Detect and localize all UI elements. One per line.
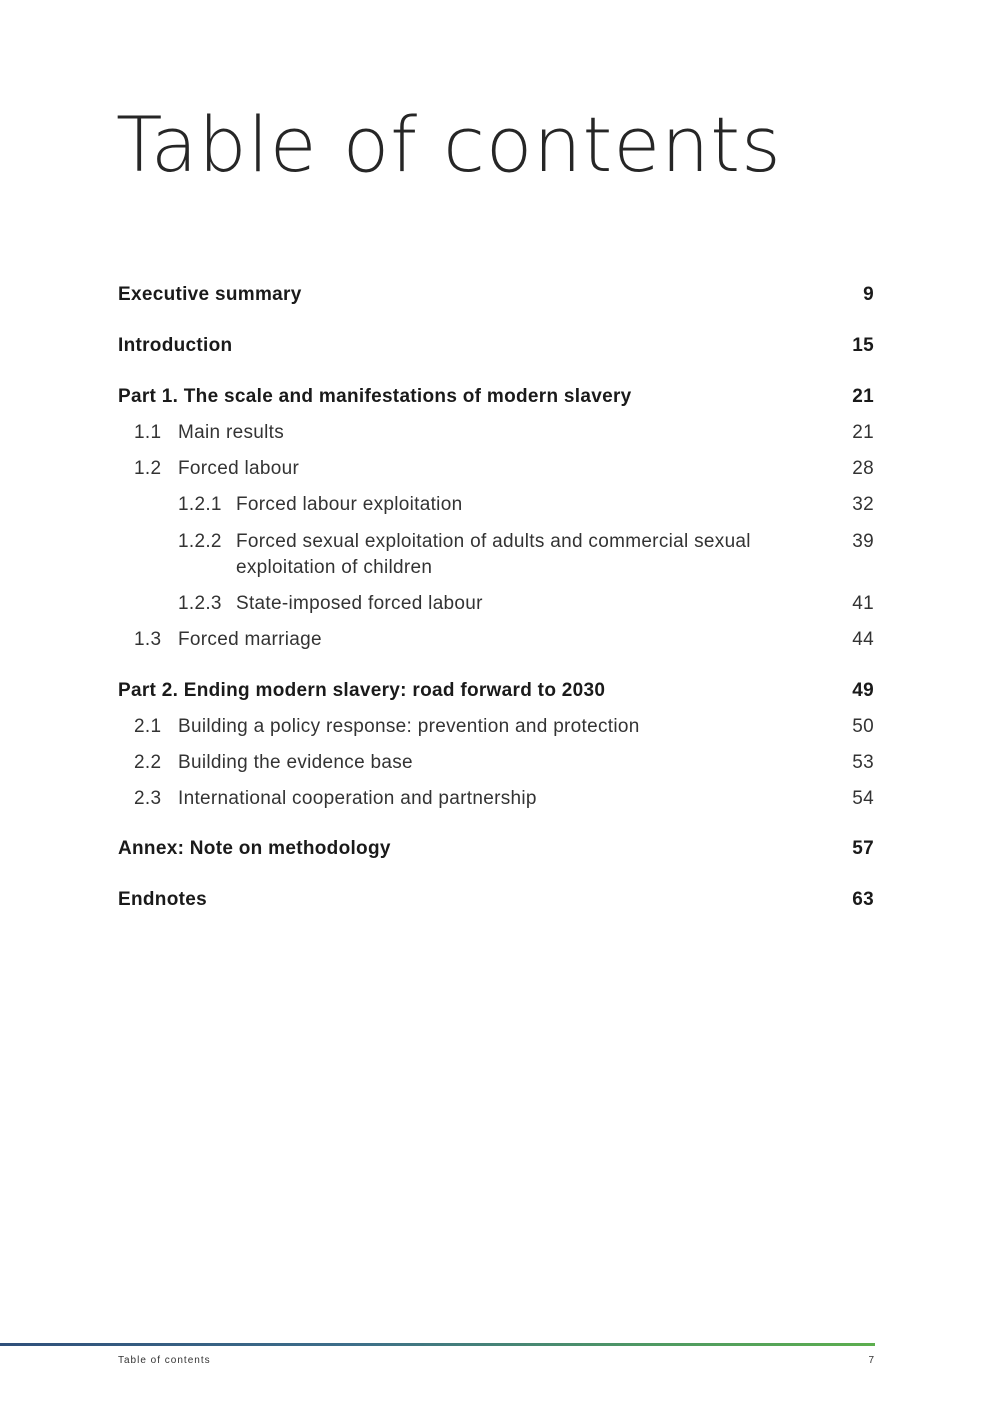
toc-section[interactable]: [118, 333, 874, 359]
toc-entry-number: 1.2.3: [178, 593, 222, 614]
toc-subsection[interactable]: [118, 529, 874, 581]
toc-entry-number: 1.2.1: [178, 494, 222, 515]
toc-entry-label: Endnotes: [118, 889, 207, 910]
toc-entry-page: 50: [852, 716, 874, 737]
toc-subsection[interactable]: [118, 456, 874, 482]
footer-section-label: Table of contents: [118, 1355, 211, 1366]
footer-page-number: 7: [868, 1355, 874, 1366]
toc-subsection[interactable]: [118, 714, 874, 740]
toc-entry-label: Forced sexual exploitation of adults and commercial sexual exploitation of children: [236, 531, 751, 578]
toc-section[interactable]: [118, 836, 874, 862]
toc-entry-page: 57: [852, 838, 874, 859]
toc-subsection[interactable]: [118, 492, 874, 518]
toc-entry-label: International cooperation and partnership: [178, 788, 537, 809]
toc-entry-page: 15: [852, 335, 874, 356]
toc-entry-page: 63: [852, 889, 874, 910]
toc-entry-label: Building a policy response: prevention and protection: [178, 716, 640, 737]
toc-entry-label: Annex: Note on methodology: [118, 838, 391, 859]
toc-entry-label: Introduction: [118, 335, 233, 356]
footer-divider: [0, 1343, 875, 1346]
toc-entry-label: Forced marriage: [178, 629, 322, 650]
toc-entry-number: 1.3: [134, 629, 162, 650]
toc-subsection[interactable]: [118, 786, 874, 812]
toc-entry-page: 28: [852, 458, 874, 479]
toc-section[interactable]: [118, 887, 874, 913]
toc-entry-page: 41: [852, 593, 874, 614]
toc-section[interactable]: [118, 282, 874, 308]
toc-entry-number: 2.3: [134, 788, 162, 809]
toc-entry-number: 1.1: [134, 422, 162, 443]
toc-entry-number: 1.2: [134, 458, 162, 479]
toc-entry-page: 9: [863, 284, 874, 305]
toc-entry-page: 53: [852, 752, 874, 773]
toc-entry-label: Executive summary: [118, 284, 302, 305]
toc-entry-label: Main results: [178, 422, 285, 443]
toc-entry-page: 39: [852, 531, 874, 552]
toc-subsection[interactable]: [118, 750, 874, 776]
toc-entry-label: Forced labour: [178, 458, 300, 479]
toc-entry-number: 1.2.2: [178, 531, 222, 552]
toc-entry-label: State-imposed forced labour: [236, 593, 483, 614]
toc-entry-label: Forced labour exploitation: [236, 494, 463, 515]
toc-section[interactable]: [118, 678, 874, 704]
toc-entry-label: Part 2. Ending modern slavery: road forward to 2030: [118, 680, 606, 701]
toc-subsection[interactable]: [118, 627, 874, 653]
toc-entry-label: Building the evidence base: [178, 752, 413, 773]
toc-entry-label: Part 1. The scale and manifestations of modern slavery: [118, 386, 632, 407]
page-title: Table of contents: [116, 100, 782, 189]
toc-entry-page: 44: [852, 629, 874, 650]
toc-subsection[interactable]: [118, 420, 874, 446]
toc-entry-page: 54: [852, 788, 874, 809]
toc-section[interactable]: [118, 384, 874, 410]
toc-entry-number: 2.1: [134, 716, 162, 737]
toc-subsection[interactable]: [118, 591, 874, 617]
toc-entry-page: 49: [852, 680, 874, 701]
toc-entry-page: 32: [852, 494, 874, 515]
table-of-contents: [118, 282, 874, 913]
toc-entry-page: 21: [852, 422, 874, 443]
toc-entry-number: 2.2: [134, 752, 162, 773]
toc-entry-page: 21: [852, 386, 874, 407]
